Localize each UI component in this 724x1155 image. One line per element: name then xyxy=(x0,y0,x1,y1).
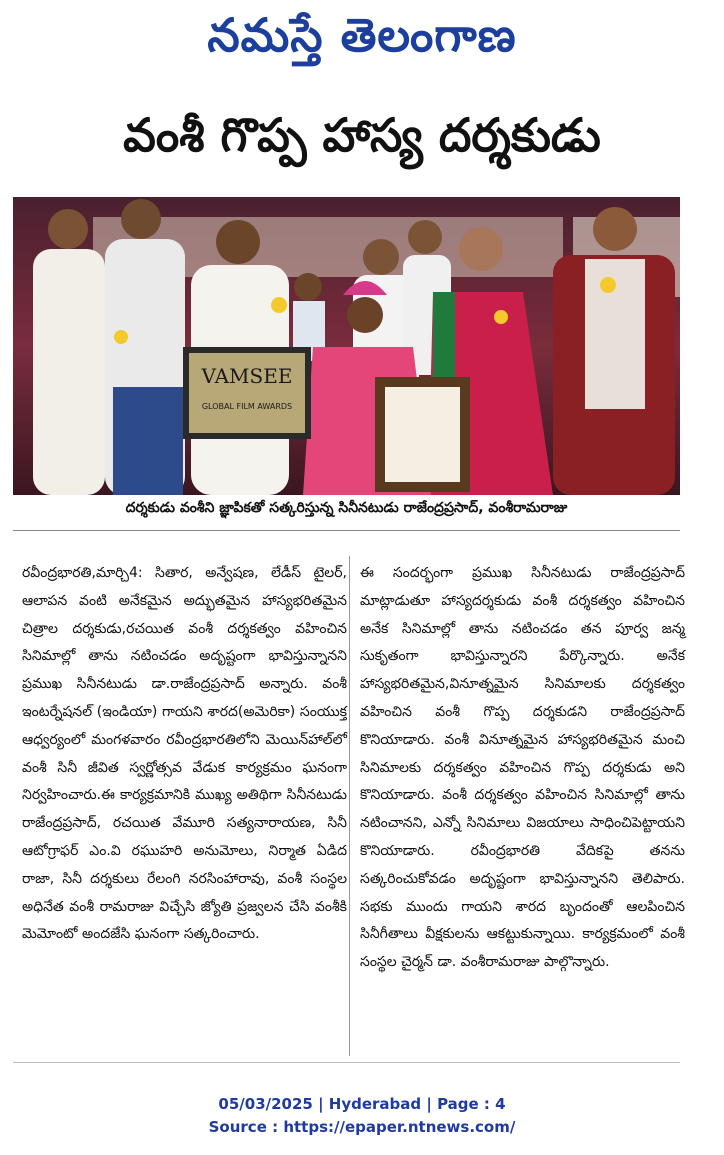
edition-info: 05/03/2025 | Hyderabad | Page : 4 xyxy=(218,1095,506,1113)
award-plaque-text: VAMSEE xyxy=(201,364,293,388)
article-body-left-column: రవీంద్రభారతి,మార్చి4: సితార, అన్వేషణ, లేడీస్ టైలర్, ఆలాపన వంటి అనేకమైన అద్భుతమైన హాస్యభరితమైన చిత్రాల దర్శకుడు,రచయిత వంశీ దర్శకత్వం వహించిన సినిమాల్లో తాను నటించడం అదృష్టంగా భావిస్తున్నానని ప్రముఖ సినీనటుడు డా.రాజేంద్రప్రసాద్ అన్నారు. వంశీ ఇంటర్నేషనల్ (ఇండియా) గాయని శారద(అమెరికా) సంయుక్త ఆధ్వర్యంలో మంగళవారం రవీంద్రభారతిలోని మెయిన్‌హాల్‌లో వంశీ సినీ జీవిత స్వర్ణోత్సవ వేడుక కార్యక్రమం ఘనంగా నిర్వహించారు.ఈ కార్యక్రమానికి ముఖ్య అతిథిగా సినీనటుడు రాజేంద్రప్రసాద్, రచయిత వేమూరి సత్యనారాయణ, సినీ ఆటోగ్రాఫర్ ఎం.వి రఘుహరి అనుమోలు, నిర్మాత ఏడిద రాజా, సినీ దర్శకులు రేలంగి నరసింహారావు, వంశీ సంస్థల అధినేత వంశీ రామరాజు విచ్చేసి జ్యోతి ప్రజ్వలన చేసి వంశీకి మెమోంటో అందజేసి ఘనంగా సత్కరించారు. xyxy=(22,565,347,943)
column-divider xyxy=(349,556,350,1056)
article-bottom-rule xyxy=(13,1062,680,1063)
article-headline: వంశీ గొప్ప హాస్య దర్శకుడు xyxy=(123,108,601,162)
article-body-right-column: ఈ సందర్భంగా ప్రముఖ సినీనటుడు రాజేంద్రప్రసాద్ మాట్లాడుతూ హాస్యదర్శకుడు వంశీ దర్శకత్వం వహించిన అనేక సినిమాల్లో తాను నటించడం తన పూర్వ జన్మ సుకృతంగా భావిస్తున్నారని పేర్కొన్నారు. అనేక హాస్యభరితమైన,వినూత్నమైన సినిమాలకు దర్శకత్వం వహించిన వంశీ గొప్ప దర్శకుడని రాజేంద్రప్రసాద్ కొనియాడారు. వంశీ వినూత్నమైన హాస్యభరితమైన మంచి సినిమాలకు దర్శకత్వం వహించిన గొప్ప దర్శకుడు అని కొనియాడారు. వంశీ దర్శకత్వం వహించిన సినిమాల్లో తాను నటించానని, ఎన్నో సినిమాలు విజయాలు సాధించిపెట్టాయని కొనియాడారు. రవీంద్రభారతి వేదికపై తనను సత్కరించుకోవడం అదృష్టంగా భావిస్తున్నానని తెలిపారు. సభకు ముందు గాయని శారద బృందంతో ఆలపించిన సినీగీతాలు వీక్షకులను ఆకట్టుకున్నాయి. కార్యక్రమంలో వంశీ సంస్థల చైర్మన్ డా. వంశీరామరాజు పాల్గొన్నారు. xyxy=(360,565,685,971)
article-photo xyxy=(13,197,680,495)
source-link[interactable]: Source : https://epaper.ntnews.com/ xyxy=(208,1118,516,1136)
photo-caption: దర్శకుడు వంశీని జ్ఞాపికతో సత్కరిస్తున్న సినీనటుడు రాజేంద్రప్రసాద్, వంశీరామరాజు xyxy=(125,500,568,516)
masthead-logo: నమస్తే తెలంగాణ xyxy=(207,8,517,62)
award-plaque-subtext: GLOBAL FILM AWARDS xyxy=(201,402,293,411)
caption-rule xyxy=(13,530,680,531)
